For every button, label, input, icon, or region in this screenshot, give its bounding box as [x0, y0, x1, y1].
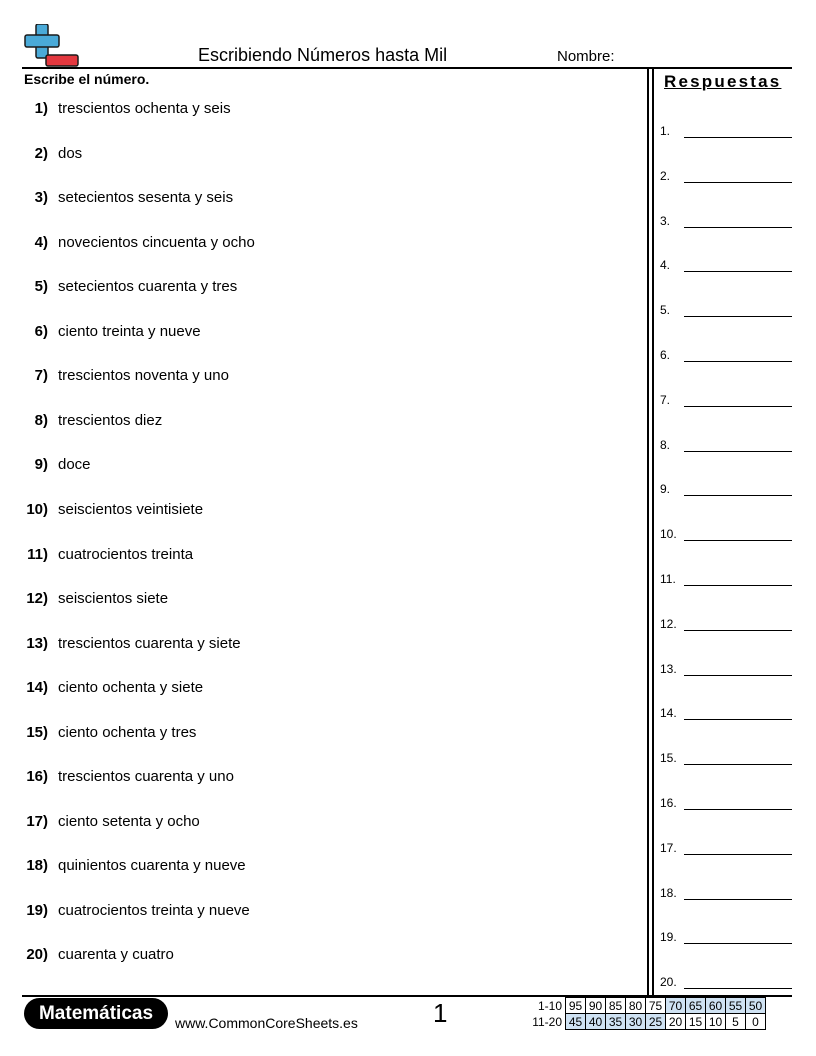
question-text: trescientos cuarenta y siete	[58, 634, 241, 652]
answer-item	[660, 572, 792, 588]
score-cell: 90	[586, 998, 606, 1014]
answer-blank[interactable]	[684, 137, 792, 138]
answer-number: 4.	[660, 258, 671, 273]
answer-item	[660, 258, 792, 274]
answer-item	[660, 662, 792, 678]
answer-item	[660, 303, 792, 319]
column-divider	[652, 67, 654, 996]
answer-number: 18.	[660, 885, 677, 900]
question-number: 3)	[34, 189, 48, 207]
score-cell: 40	[586, 1014, 606, 1030]
answer-blank[interactable]	[684, 675, 792, 676]
question-number: 16)	[26, 768, 48, 786]
score-cell: 5	[726, 1014, 746, 1030]
answer-blank[interactable]	[684, 899, 792, 900]
question-text: setecientos sesenta y seis	[58, 189, 234, 207]
question-text: novecientos cincuenta y ocho	[58, 233, 255, 251]
score-table	[530, 997, 766, 1030]
website-url: www.CommonCoreSheets.es	[175, 1015, 358, 1031]
score-cell: 50	[746, 998, 766, 1014]
page-number: 1	[433, 998, 448, 1028]
question-number: 5)	[34, 278, 48, 296]
answer-blank[interactable]	[684, 540, 792, 541]
answer-blank[interactable]	[684, 585, 792, 586]
question-text: cuatrocientos treinta	[58, 545, 194, 563]
score-cell: 70	[666, 998, 686, 1014]
answer-number: 11.	[660, 572, 676, 586]
answer-blank[interactable]	[684, 854, 792, 855]
question-text: trescientos cuarenta y uno	[58, 768, 234, 786]
answer-item	[660, 393, 792, 409]
answer-item	[660, 169, 792, 185]
answer-item	[660, 214, 792, 230]
answer-item	[660, 796, 792, 812]
column-divider	[647, 67, 649, 996]
answer-item	[660, 841, 792, 857]
score-cell: 15	[686, 1014, 706, 1030]
answer-blank[interactable]	[684, 809, 792, 810]
answer-number: 17.	[660, 840, 677, 855]
question-text: trescientos noventa y uno	[58, 367, 229, 385]
question-number: 4)	[34, 233, 48, 251]
answer-item	[660, 527, 792, 543]
answers-title: Respuestas	[664, 72, 782, 91]
answer-number: 12.	[660, 616, 677, 631]
answer-item	[660, 482, 792, 498]
plus-minus-logo-icon	[24, 24, 80, 68]
score-cell: 80	[626, 998, 646, 1014]
question-text: ciento treinta y nueve	[58, 322, 201, 340]
answer-blank[interactable]	[684, 943, 792, 944]
answer-number: 19.	[660, 930, 677, 945]
score-cell: 10	[706, 1014, 726, 1030]
question-number: 18)	[26, 857, 48, 875]
answer-number: 20.	[660, 975, 677, 990]
question-number: 6)	[34, 322, 48, 340]
answer-number: 7.	[660, 392, 671, 407]
answer-blank[interactable]	[684, 271, 792, 272]
question-text: ciento ochenta y tres	[58, 723, 197, 741]
answer-blank[interactable]	[684, 719, 792, 720]
answer-blank[interactable]	[684, 451, 792, 452]
score-cell: 55	[726, 998, 746, 1014]
answer-blank[interactable]	[684, 764, 792, 765]
answer-blank[interactable]	[684, 495, 792, 496]
score-row-label: 11-20	[532, 1014, 562, 1029]
question-number: 11)	[27, 545, 48, 563]
question-text: ciento setenta y ocho	[58, 812, 200, 830]
score-cell: 0	[746, 1014, 766, 1030]
page-title: Escribiendo Números hasta Mil	[198, 45, 448, 65]
score-cell: 85	[606, 998, 626, 1014]
question-text: trescientos ochenta y seis	[58, 100, 231, 117]
answer-item	[660, 751, 792, 767]
answer-number: 1.	[660, 124, 671, 138]
question-number: 15)	[26, 723, 48, 741]
question-number: 20)	[26, 946, 48, 964]
answer-item	[660, 124, 792, 140]
question-number: 7)	[34, 367, 48, 385]
score-row	[530, 1014, 766, 1030]
question-number: 13)	[26, 634, 48, 652]
name-label: Nombre:	[557, 48, 615, 65]
answer-item	[660, 438, 792, 454]
question-text: cuatrocientos treinta y nueve	[58, 901, 250, 919]
question-text: seiscientos siete	[58, 590, 169, 608]
answer-item	[660, 886, 792, 902]
answer-blank[interactable]	[684, 406, 792, 407]
score-cell: 95	[566, 998, 586, 1014]
score-row-label: 1-10	[537, 998, 562, 1013]
answer-number: 5.	[660, 303, 671, 318]
answer-blank[interactable]	[684, 361, 792, 362]
question-number: 1)	[34, 100, 48, 117]
question-number: 10)	[26, 500, 48, 518]
answer-number: 6.	[660, 348, 671, 362]
answer-item	[660, 975, 792, 991]
question-number: 19)	[26, 901, 48, 919]
brand-badge: Matemáticas	[24, 998, 168, 1029]
question-number: 9)	[34, 456, 48, 474]
question-text: seiscientos veintisiete	[58, 500, 204, 518]
instructions: Escribe el número.	[24, 71, 150, 87]
answer-item	[660, 348, 792, 364]
score-row	[530, 998, 766, 1014]
answer-blank[interactable]	[684, 316, 792, 317]
question-text: cuarenta y cuatro	[58, 946, 174, 964]
answer-item	[660, 706, 792, 722]
question-text: quinientos cuarenta y nueve	[58, 857, 246, 875]
answer-number: 9.	[660, 482, 671, 497]
score-cell: 25	[646, 1014, 666, 1030]
score-cell: 45	[566, 1014, 586, 1030]
score-cell: 35	[606, 1014, 626, 1030]
answer-number: 10.	[660, 527, 677, 542]
score-cell: 60	[706, 998, 726, 1014]
question-number: 12)	[26, 590, 48, 608]
answer-number: 14.	[660, 706, 677, 721]
answer-number: 13.	[660, 661, 677, 676]
score-cell: 30	[626, 1014, 646, 1030]
answer-number: 16.	[660, 796, 677, 810]
answer-blank[interactable]	[684, 630, 792, 631]
question-number: 14)	[26, 679, 48, 697]
answer-item	[660, 617, 792, 633]
question-text: doce	[58, 456, 91, 474]
answer-blank[interactable]	[684, 988, 792, 989]
answer-blank[interactable]	[684, 182, 792, 183]
answer-number: 3.	[660, 213, 671, 228]
answer-number: 15.	[660, 751, 677, 766]
answer-number: 2.	[660, 168, 671, 183]
question-number: 2)	[34, 144, 48, 162]
score-cell: 65	[686, 998, 706, 1014]
answer-blank[interactable]	[684, 227, 792, 228]
answer-number: 8.	[660, 437, 671, 452]
question-text: ciento ochenta y siete	[58, 679, 204, 697]
question-number: 17)	[26, 812, 48, 830]
answer-item	[660, 930, 792, 946]
header-divider	[22, 67, 792, 69]
question-text: trescientos diez	[58, 411, 163, 429]
score-cell: 20	[666, 1014, 686, 1030]
score-cell: 75	[646, 998, 666, 1014]
question-text: dos	[58, 144, 83, 162]
question-number: 8)	[34, 411, 48, 429]
question-text: setecientos cuarenta y tres	[58, 278, 238, 296]
